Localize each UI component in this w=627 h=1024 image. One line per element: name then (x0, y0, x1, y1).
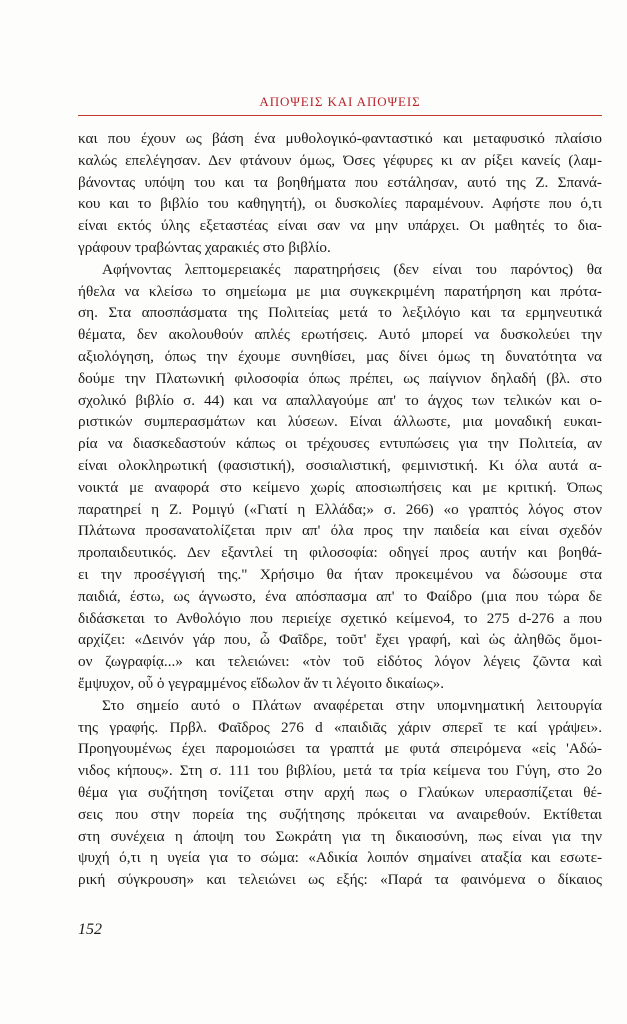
text-line: θέματα, δεν ακολουθούν απλές ερωτήσεις. Αυτό μπορεί να δυσκολεύει την (78, 326, 602, 344)
text-line: ση. Στα αποσπάσματα της Πολιτείας μετά το λεξιλόγιο και τα ερμηνευτικά (78, 304, 602, 322)
text-line: Αφήνοντας λεπτομερειακές παρατηρήσεις (δεν είναι του παρόντος) θα (102, 260, 602, 278)
text-line: ψυχή ό,τι η υγεία για το σώμα: «Αδικία λοιπόν σημαίνει αταξία και εσωτε- (78, 849, 602, 867)
text-line: προπαιδευτικός. Δεν εξαντλεί τη φιλοσοφία: οδηγεί προς αυτήν και βοηθά- (78, 544, 602, 562)
text-line: δούμε την Πλατωνική φιλοσοφία όπως πρέπει, ως παίγνιον δηλαδή (βλ. στο (78, 369, 602, 387)
text-line: στη συνέχεια η άποψη του Σωκράτη για τη δικαιοσύνη, πως είναι για την (78, 827, 602, 845)
text-line: Προηγουμένως έχει παρομοιώσει τα γραπτά με φυτά σπειρόμενα «εἰς 'Αδώ- (78, 740, 602, 758)
text-line: νιδος κήπους». Στη σ. 111 του βιβλίου, μετά τα τρία κείμενα του Γύγη, στο 2ο (78, 762, 602, 780)
header-rule (78, 115, 602, 116)
body-text (78, 128, 602, 891)
text-line: κου και το βιβλίο του καθηγητή), οι δυσκολίες παραμένουν. Αφήστε που ό,τι (78, 195, 602, 213)
text-line: ἔμψυχον, οὗ ὁ γεγραμμένος εἴδωλον ἄν τι λέγοιτο δικαίως». (78, 674, 444, 692)
text-line: είναι εκτός ύλης εξεταστέας είναι σαν να μην υπάρχει. Οι μαθητές το δια- (78, 217, 602, 235)
text-line: διδάσκεται το Ανθολόγιο που περιείχε σχετικό κείμενο4, το 275 d-276 a που (78, 609, 602, 627)
text-line: είναι ολοκληρωτική (φασιστική), σοσιαλιστική, φεμινιστική. Κι όλα αυτά α- (78, 456, 602, 474)
text-line: Στο σημείο αυτό ο Πλάτων αναφέρεται στην υπομνηματική λειτουργία (102, 696, 602, 714)
text-line: σχολικό βιβλίο σ. 44) και να απαλλαγούμε απ' το άγχος των τελικών και ο- (78, 391, 602, 409)
text-line: αρχίζει: «Δεινόν γάρ που, ὦ Φαῖδρε, τοῦτ' ἔχει γραφή, καὶ ὡς ἀληθῶς ὅμοι- (78, 631, 602, 649)
text-line: της γραφής. Πρβλ. Φαῖδρος 276 d «παιδιᾶς χάριν σπερεῖ τε καί γράψει». (78, 718, 602, 736)
text-line: γράφουν τραβώντας χαρακιές στο βιβλίο. (78, 238, 331, 256)
running-header: ΑΠΟΨΕΙΣ ΚΑΙ ΑΠΟΨΕΙΣ (259, 94, 421, 109)
text-line: Πλάτωνα προσανατολίζεται πριν απ' όλα προς την παιδεία και είναι σχεδόν (78, 522, 602, 540)
text-line: ριστικών συμπερασμάτων και λύσεων. Είναι άλλωστε, μια μοναδική ευκαι- (78, 413, 602, 431)
text-line: παρατηρεί η Ζ. Ρομιγύ («Γιατί η Ελλάδα;» σ. 266) «ο γραπτός λόγος στον (78, 500, 602, 518)
text-line: αξιολόγηση, όπως την έχουμε συνηθίσει, μας δίνει όμως τη δυνατότητα να (78, 347, 602, 365)
text-line: ρία να διασκεδαστούν κάπως οι τρέχουσες εντυπώσεις για την Πολιτεία, αν (78, 435, 602, 453)
text-line: θέμα για συζήτηση τονίζεται στην αρχή πως ο Γλαύκων υπερασπίζεται θέ- (78, 783, 602, 801)
page-number: 152 (78, 921, 102, 938)
text-line: σεις που στην πορεία της συζήτησης πρόκειται να αναιρεθούν. Εκτίθεται (78, 805, 602, 823)
text-line: ον ζωγραφίᾳ...» και τελειώνει: «τὸν τοῦ εἰδότος λόγον λέγεις ζῶντα καὶ (78, 653, 602, 671)
text-line: βάνοντας υπόψη του και τα βοηθήματα που εστάλησαν, αυτό της Ζ. Σπανά- (78, 173, 602, 191)
text-line: ήθελα να κλείσω το σημείωμα με μια συγκεκριμένη παρατήρηση και πρότα- (78, 282, 602, 300)
text-line: ει την προσέγγισή της." Χρήσιμο θα ήταν προκειμένου να δώσουμε στα (78, 565, 602, 583)
text-line: ρική σύγκρουση» και τελειώνει ως εξής: «Παρά τα φαινόμενα ο δίκαιος (78, 871, 602, 889)
text-line: νοικτά με αναφορά στο κείμενο χωρίς αποσιωπήσεις και με κριτική. Όπως (78, 478, 602, 496)
text-line: παιδιά, έστω, ως άγνωστο, ένα απόσπασμα απ' το Φαίδρο (μια που τώρα δε (78, 587, 602, 605)
text-line: καλώς επελέγησαν. Δεν φτάνουν όμως, Όσες γέφυρες κι αν ρίξει κανείς (λαμ- (78, 151, 602, 169)
text-line: και που έχουν ως βάση ένα μυθολογικό-φανταστικό και μεταφυσικό πλαίσιο (78, 130, 602, 147)
